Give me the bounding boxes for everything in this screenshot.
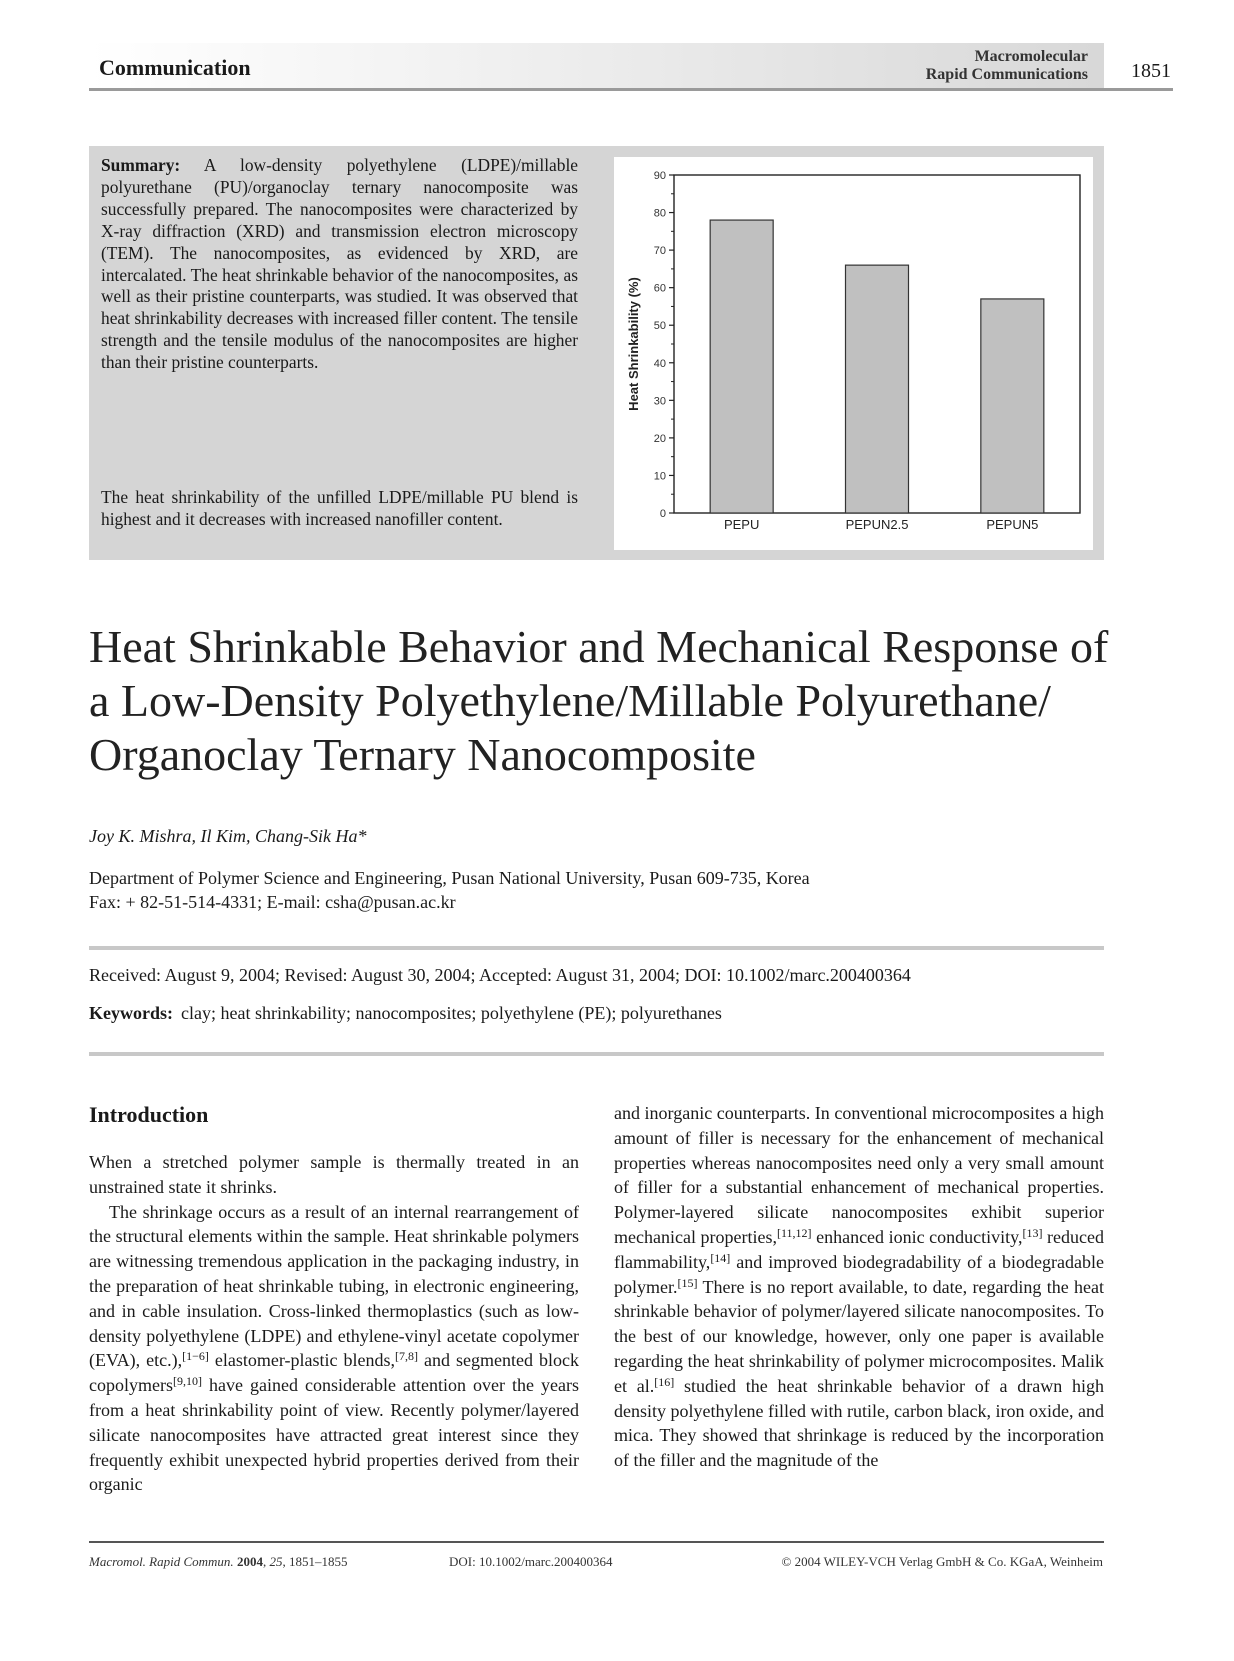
introduction-heading: Introduction bbox=[89, 1102, 209, 1127]
page-number: 1851 bbox=[1131, 60, 1171, 82]
keywords-label: Keywords: bbox=[89, 1003, 173, 1023]
body-column-left bbox=[89, 1102, 579, 1497]
footer-journal: Macromol. Rapid Commun. bbox=[89, 1554, 234, 1569]
affiliation: Department of Polymer Science and Engineering, Pusan National University, Pusan 609-735, Korea bbox=[89, 868, 810, 888]
y-tick-label: 90 bbox=[653, 170, 666, 182]
y-tick-label: 10 bbox=[653, 470, 666, 483]
intro-paragraph-1: When a stretched polymer sample is thermally treated in an unstrained state it shrinks. bbox=[89, 1152, 579, 1197]
header-rule bbox=[89, 88, 1173, 91]
text-span: elastomer-plastic blends, bbox=[208, 1350, 396, 1371]
footer-year: 2004 bbox=[236, 1554, 263, 1569]
footer-volume: 25 bbox=[269, 1554, 283, 1569]
text-span: and segmented block copolymers bbox=[89, 1350, 579, 1396]
chart-svg bbox=[614, 157, 1093, 550]
bar bbox=[846, 265, 909, 513]
heat-shrinkability-chart bbox=[614, 157, 1093, 550]
affiliation-block bbox=[89, 866, 810, 914]
footer-citation: Macromol. Rapid Commun. 2004, 25, 1851–1855 bbox=[89, 1554, 348, 1569]
y-axis-label: Heat Shrinkability (%) bbox=[626, 277, 641, 411]
contact: Fax: + 82-51-514-4331; E-mail: csha@pusan.ac.kr bbox=[89, 892, 456, 912]
citation-ref: [14] bbox=[710, 1250, 731, 1265]
footer-copyright: © 2004 WILEY-VCH Verlag GmbH & Co. KGaA, Weinheim bbox=[781, 1554, 1103, 1569]
journal-name-line1: Macromolecular bbox=[974, 48, 1088, 65]
y-tick-label: 30 bbox=[653, 395, 666, 408]
text-span: and improved biodegradability of a biodegradable polymer. bbox=[614, 1251, 1104, 1297]
divider-bottom bbox=[89, 1052, 1104, 1056]
summary-body: A low-density polyethylene (LDPE)/millable polyurethane (PU)/organoclay ternary nanocomposite was successfully prepared. The nanocomposites were characterized by X-ray diffraction (XRD) and transmission electron microscopy (TEM). The nanocomposites, as evidenced by XRD, are intercalated. The heat shrinkable behavior of the nanocomposites, as well as their pristine counterparts, was studied. It was observed that heat shrinkability decreases with increased filler content. The tensile strength and the tensile modulus of the nanocomposites are higher than their pristine counterparts. bbox=[101, 155, 578, 373]
summary-label: Summary: bbox=[101, 155, 181, 175]
x-tick-label: PEPUN2.5 bbox=[845, 517, 909, 532]
citation-ref: [15] bbox=[677, 1275, 698, 1290]
footer-doi: DOI: 10.1002/marc.200400364 bbox=[449, 1554, 613, 1569]
text-span: and inorganic counterparts. In conventional microcomposites a high amount of filler is necessary for the enhancement of mechanical properties whereas nanocomposites need only a very small amount of filler for a substantial enhancement of mechanical properties. Polymer-layered silicate nanocomposites exhibit superior mechanical properties, bbox=[614, 1103, 1104, 1247]
summary-text bbox=[101, 155, 578, 374]
section-label: Communication bbox=[99, 55, 251, 80]
footer-rule bbox=[89, 1541, 1104, 1543]
title-line-3: Organoclay Ternary Nanocomposite bbox=[89, 729, 756, 780]
text-span: enhanced ionic conductivity, bbox=[811, 1226, 1023, 1247]
y-tick-label: 70 bbox=[653, 245, 666, 258]
keywords bbox=[89, 1003, 722, 1024]
citation-ref: [1−6] bbox=[182, 1349, 209, 1364]
citation-ref: [11,12] bbox=[776, 1225, 812, 1240]
text-span: There is no report available, to date, regarding the heat shrinkable behavior of polymer/layered silicate nanocomposites. To the best of our knowledge, however, only one paper is available regarding the heat shrinkability of polymer microcomposites. Malik et al. bbox=[614, 1276, 1104, 1396]
bar bbox=[981, 299, 1044, 513]
y-tick-label: 0 bbox=[659, 508, 666, 520]
text-span: reduced flammability, bbox=[614, 1226, 1104, 1272]
summary-caption: The heat shrinkability of the unfilled LDPE/millable PU blend is highest and it decreases with increased nanofiller content. bbox=[101, 487, 578, 529]
y-tick-label: 20 bbox=[653, 432, 666, 445]
intro-paragraph-continued bbox=[614, 1101, 1104, 1473]
citation-ref: [13] bbox=[1022, 1225, 1043, 1240]
y-tick-label: 80 bbox=[653, 207, 666, 220]
journal-name bbox=[926, 48, 1088, 84]
article-title bbox=[89, 620, 1129, 782]
y-tick-label: 40 bbox=[653, 357, 666, 370]
text-span: have gained considerable attention over the years from a heat shrinkability point of view. Recently polymer/layered silicate nanocomposites have attracted great interest since they frequently exhibit unexpected hybrid properties derived from their organic bbox=[89, 1375, 579, 1495]
journal-name-line2: Rapid Communications bbox=[925, 66, 1088, 83]
citation-ref: [9,10] bbox=[172, 1374, 202, 1389]
keywords-list: clay; heat shrinkability; nanocomposites; polyethylene (PE); polyurethanes bbox=[181, 1003, 722, 1023]
title-line-1: Heat Shrinkable Behavior and Mechanical Response of bbox=[89, 621, 1109, 672]
citation-ref: [7,8] bbox=[395, 1349, 419, 1364]
received-dates: Received: August 9, 2004; Revised: August 30, 2004; Accepted: August 31, 2004; DOI: 10.1002/marc.200400364 bbox=[89, 965, 911, 985]
divider-top bbox=[89, 946, 1104, 950]
text-span: The shrinkage occurs as a result of an internal rearrangement of the structural elements within the sample. Heat shrinkable polymers are witnessing tremendous application in the packaging industry, in the preparation of heat shrinkable tubing, in electronic engineering, and in cable insulation. Cross-linked thermoplastics (such as low-density polyethylene (LDPE) and ethylene-vinyl acetate copolymer (EVA), etc.), bbox=[89, 1201, 579, 1371]
x-tick-label: PEPUN5 bbox=[986, 517, 1039, 532]
bar bbox=[710, 220, 773, 513]
y-tick-label: 60 bbox=[653, 282, 666, 295]
y-tick-label: 50 bbox=[653, 320, 666, 333]
x-tick-label: PEPU bbox=[723, 517, 760, 532]
footer-pages: , 1851–1855 bbox=[282, 1554, 348, 1569]
title-line-2: a Low-Density Polyethylene/Millable Polyurethane/ bbox=[89, 675, 1051, 726]
citation-ref: [16] bbox=[654, 1374, 675, 1389]
intro-paragraph-2 bbox=[89, 1200, 579, 1498]
authors: Joy K. Mishra, Il Kim, Chang-Sik Ha* bbox=[89, 826, 367, 846]
body-column-right bbox=[614, 1101, 1104, 1473]
text-span: studied the heat shrinkable behavior of a drawn high density polyethylene filled with rutile, carbon black, iron oxide, and mica. They showed that shrinkage is reduced by the incorporation of the filler and the magnitude of the bbox=[614, 1375, 1104, 1471]
